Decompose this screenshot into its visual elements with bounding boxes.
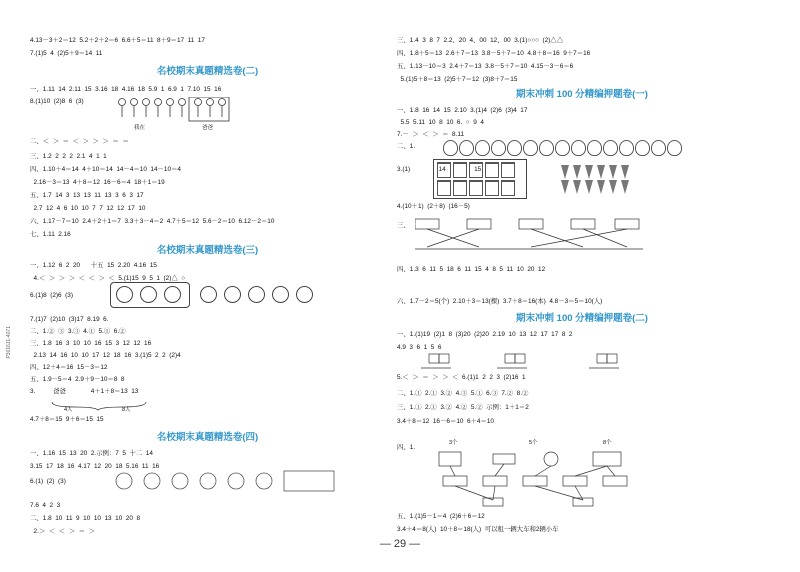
edge-code: P3016J1-4071 — [6, 326, 12, 359]
answer-line: 7.(1)7 (2)10 (3)17 8.19 6. — [30, 316, 109, 323]
children-figure — [114, 97, 242, 131]
section-title: 期末冲刺 100 分精编押题卷(一) — [516, 89, 648, 100]
left-column — [30, 0, 385, 572]
section-title: 名校期末真题精选卷(二) — [156, 66, 259, 77]
answer-line: 三、 — [397, 222, 410, 229]
answer-line: 4.＜ ＞ ＞ ＞ ＜ ＜ ＞ ＜ 5.(1)15 9 5 1 (2)△ ○ — [30, 275, 186, 282]
figure-label: 8人 — [122, 407, 131, 413]
answer-line: 3.(1) 14 15 — [397, 166, 482, 173]
brace-figure — [50, 398, 180, 414]
answer-line: 2.7 12 4 6 10 10 7 7 12 12 17 10 — [30, 205, 146, 212]
answer-line: 3.4＋8＝12 16－6＝10 6＋4＝10 — [397, 418, 494, 425]
number-boxes-figure — [421, 350, 621, 372]
answer-line: 6.(1)8 (2)6 (3) — [30, 292, 73, 299]
answer-line: 5.(1)5＋8＝13 (2)5＋7＝12 (3)8＋7＝15 — [397, 76, 518, 83]
answer-line: 五、1.(1)5－1＝4 (2)6＋6＝12 — [397, 513, 485, 520]
figure-label: 8个 — [603, 440, 612, 446]
answer-line: 2.＞ ＜ ＜ ＞ ＝ ＞ — [30, 528, 95, 535]
figure-label: 爸爸 — [202, 125, 214, 131]
answer-line: 二、＜ ＞ ＝ ＜ ＞ ＞ ＞ ＝ ＝ — [30, 138, 129, 145]
carrots-figure — [561, 165, 651, 195]
answer-line: 3.15 17 18 16 4.17 12 20 18 5.16 11 16 — [30, 463, 160, 470]
answer-line: 三、1.4 3 8 7 2.2、20 4、00 12、00 3.(1)○○○ (2)△△ — [397, 37, 564, 44]
answer-line: 3. 爸爸 4＋1＋8＝13 13 — [30, 388, 139, 395]
answer-line: 二、1.② ③ 3.③ 4.① 5.① 6.② — [30, 328, 126, 335]
answer-line: 六、1.17－7＝10 2.4＋2＋1＝7 3.3＋3－4＝2 4.7＋5＝12 5.6－2＝10 6.12－2＝10 — [30, 218, 275, 225]
answer-line: 一、1.(1)19 (2)1 8 (3)20 (2)20 2.19 10 13 12 17 17 8 2 — [397, 331, 573, 338]
figure-label: 3个 — [449, 440, 458, 446]
answer-line: 2.16－3＝13 4＋8＝12 16－6＝4 18＋1＝19 — [30, 179, 165, 186]
answer-line: 7.(1)5 4 (2)5＋9＝14 11 — [30, 50, 103, 57]
right-column — [397, 0, 767, 572]
answer-line: 三、1.① 2.① 3.② 4.② 5.② 示例：1＋1＝2 — [397, 404, 529, 411]
section-title: 名校期末真题精选卷(四) — [156, 432, 259, 443]
figure-label: 5个 — [529, 440, 538, 446]
answer-line: 一、1.12 6 2 20 十五 15 2.20 4.16 15 — [30, 262, 157, 269]
answer-line: 二、1. — [397, 143, 416, 150]
answer-line: 四、1. — [397, 444, 416, 451]
faces-figure — [110, 282, 340, 310]
answer-line: 一、1.11 14 2.11 15 3.16 18 4.16 18 5.9 1 6.9 1 7.10 15 16 — [30, 86, 222, 93]
animals-figure — [114, 470, 344, 492]
answer-line: 5.5 5.11 10 8 10 6. ○ 9 4 — [397, 119, 484, 126]
answer-line: 五、1.7 14 3 13 13 11 13 3 6 3 17 — [30, 192, 144, 199]
fruits-figure — [443, 138, 693, 158]
answer-line: 4.13－3＋2＝12 5.2＋2＋2＝6 6.6＋5＝11 8＋9＝17 11 17 — [30, 37, 205, 44]
answer-line: 二、1.① 2.① 3.② 4.③ 5.① 6.③ 7.② 8.② — [397, 390, 529, 397]
answer-line: 二、1.8 10 11 9 10 10 13 10 20 8 — [30, 515, 141, 522]
answer-line: 五、1.9－5＝4 2.9＋9－10＝8 8 — [30, 376, 125, 383]
figure-label: 4人 — [64, 407, 73, 413]
answer-line: 四、1.3 6 11 5 18 6 11 15 4 8 5 11 10 20 12 — [397, 266, 546, 273]
answer-line: 一、1.8 16 14 15 2.10 3.(1)4 (2)6 (3)4 17 — [397, 107, 528, 114]
answer-line: 4.(10＋1) (2＋8) (16－5) — [397, 203, 470, 210]
answer-line: 5.＜ ＞ ＝ ＞ ＞ ＜ 6.(1)1 2 2 3 (2)16 1 — [397, 374, 526, 381]
answer-line: 3.4＋4＝8(人) 10＋8＝18(人) 可以租一辆大车和2辆小车 — [397, 526, 559, 533]
page-number: — 29 — — [379, 538, 421, 550]
answer-line: 8.(1)10 (2)8 6 (3) — [30, 98, 84, 105]
answer-line: 四、1.8＋5＝13 2.6＋7＝13 3.8－5＋7＝10 4.8＋8＝16 9＋7＝16 — [397, 50, 591, 57]
section-title: 名校期末真题精选卷(三) — [156, 245, 259, 256]
answer-line: 7.－ ＞ ＜ ＞ ＝ 8.11 — [397, 131, 465, 138]
answer-line: 2.13 14 16 10 10 17 12 18 16 3.(1)5 2 2 (2)4 — [30, 352, 181, 359]
section-title: 期末冲刺 100 分精编押题卷(二) — [516, 313, 648, 324]
answer-line: 四、1.10＋4＝14 4＋10＝14 14－4＝10 14－10＝4 — [30, 166, 181, 173]
answer-line: 一、1.16 15 13 20 2.示例：7 5 十二 14 — [30, 450, 153, 457]
answer-line: 三、1.8 16 3 10 10 16 15 3 12 12 16 — [30, 340, 152, 347]
figure-label: 我在 — [134, 125, 146, 131]
answer-line: 7.6 4 2 3 — [30, 502, 61, 509]
answer-line: 七、1.11 2.16 — [30, 231, 71, 238]
answer-line: 4.7＋8＝15 9＋6＝15 15 — [30, 416, 104, 423]
answer-line: 三、1.2 2 2 2 2.1 4 1 1 — [30, 153, 107, 160]
cups-figure — [437, 162, 537, 196]
answer-line: 4.9 3 6 1 5 6 — [397, 344, 442, 351]
shapes-tree-figure — [433, 436, 663, 508]
matching-figure — [415, 215, 645, 255]
answer-line: 6.(1) (2) (3) — [30, 478, 66, 485]
answer-line: 四、12＋4＝16 15－3＝12 — [30, 364, 108, 371]
answer-line: 五、1.13－10＝3 2.4＋7＝13 3.8－5＋7＝10 4.15－3－6＝6 — [397, 63, 574, 70]
answer-line: 六、1.7－2＝5(个) 2.10＋3＝13(棵) 3.7＋8＝16(本) 4.8－3＝5＝10(人) — [397, 298, 603, 305]
